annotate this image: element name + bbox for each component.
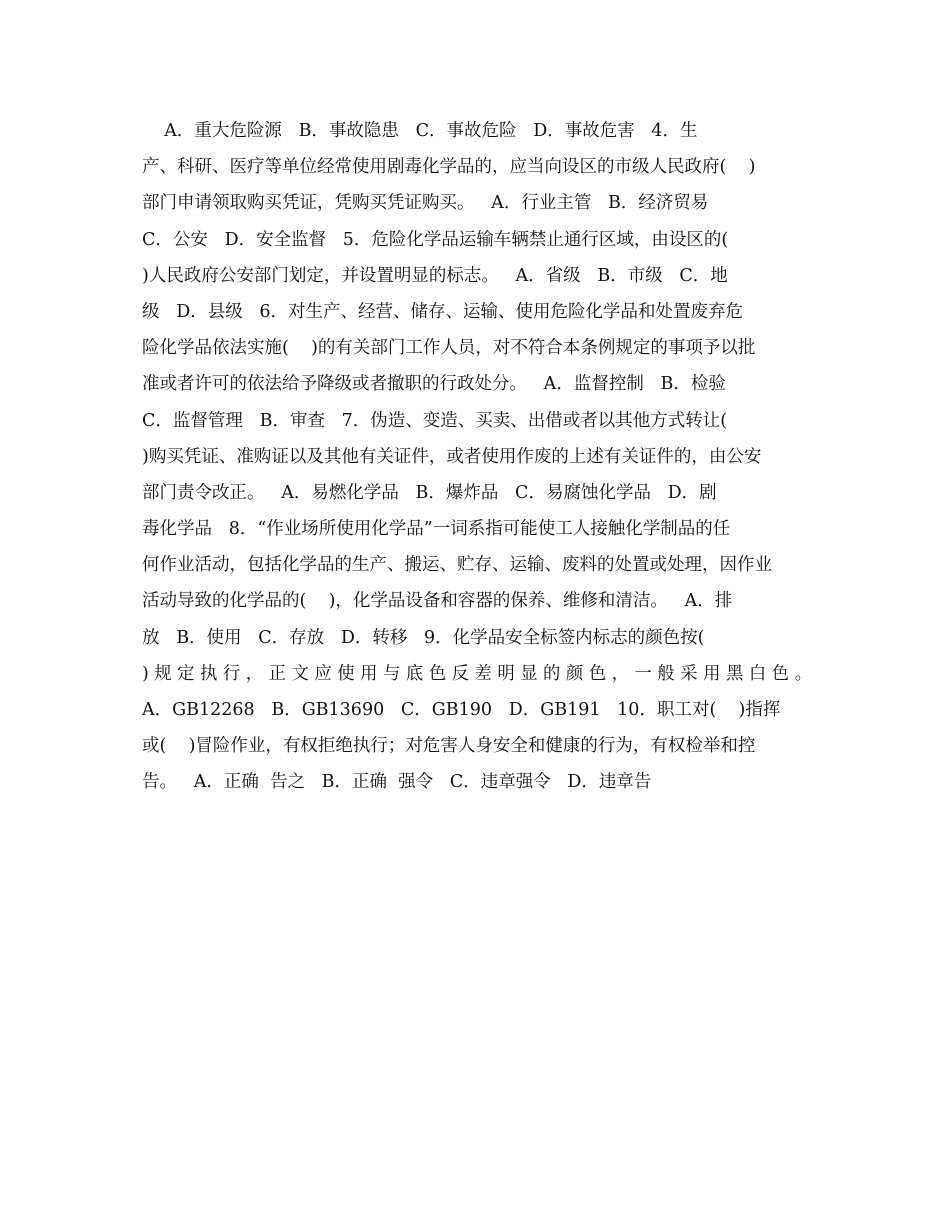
text-line-11: 部门责令改正。 A．易燃化学品 B．爆炸品 C．易腐蚀化学品 D．剧 (142, 482, 717, 503)
text-line-8: 准或者许可的依法给予降级或者撤职的行政处分。 A．监督控制 B．检验 (142, 374, 726, 395)
text-line-13: 何作业活动，包括化学品的生产、搬运、贮存、运输、废料的处置或处理，因作业 (142, 555, 772, 576)
text-line-15: 放 B．使用 C．存放 D．转移 9．化学品安全标签内标志的颜色按( (142, 627, 705, 648)
text-line-1: A．重大危险源 B．事故隐患 C．事故危险 D．事故危害 4．生 (142, 121, 698, 141)
text-line-14: 活动导致的化学品的( )，化学品设备和容器的保养、维修和清洁。 A．排 (142, 591, 733, 612)
text-line-19: 告。 A．正确 告之 B．正确 强令 C．违章强令 D．违章告 (142, 772, 652, 793)
text-line-4: C．公安 D．安全监督 5．危险化学品运输车辆禁止通行区域，由设区的( (142, 229, 729, 250)
text-line-5: )人民政府公安部门划定，并设置明显的标志。 A．省级 B．市级 C．地 (142, 265, 728, 286)
text-line-12: 毒化学品 8．“作业场所使用化学品”一词系指可能使工人接触化学制品的任 (142, 519, 731, 540)
text-line-2: 产、科研、医疗等单位经常使用剧毒化学品的，应当向设区的市级人民政府( ) (142, 157, 756, 178)
text-line-3: 部门申请领取购买凭证，凭购买凭证购买。 A．行业主管 B．经济贸易 (142, 193, 709, 214)
question-text-block (142, 113, 812, 801)
text-line-18: 或( )冒险作业，有权拒绝执行；对危害人身安全和健康的行为，有权检举和控 (142, 736, 756, 757)
text-line-10: )购买凭证、准购证以及其他有关证件，或者使用作废的上述有关证件的，由公安 (142, 446, 762, 467)
text-line-16: ) 规 定 执 行 ， 正 文 应 使 用 与 底 色 反 差 明 显 的 颜 色 ， 一 般 采 用 黑 白 色 。 (142, 663, 812, 684)
text-line-6: 级 D．县级 6．对生产、经营、储存、运输、使用危险化学品和处置废弃危 (142, 301, 744, 322)
text-line-17: A．GB12268 B．GB13690 C．GB190 D．GB191 10．职工对( )指挥 (142, 700, 781, 720)
text-line-7: 险化学品依法实施( )的有关部门工作人员，对不符合本条例规定的事项予以批 (142, 338, 756, 359)
text-line-9: C．监督管理 B．审查 7．伪造、变造、买卖、出借或者以其他方式转让( (142, 410, 728, 431)
